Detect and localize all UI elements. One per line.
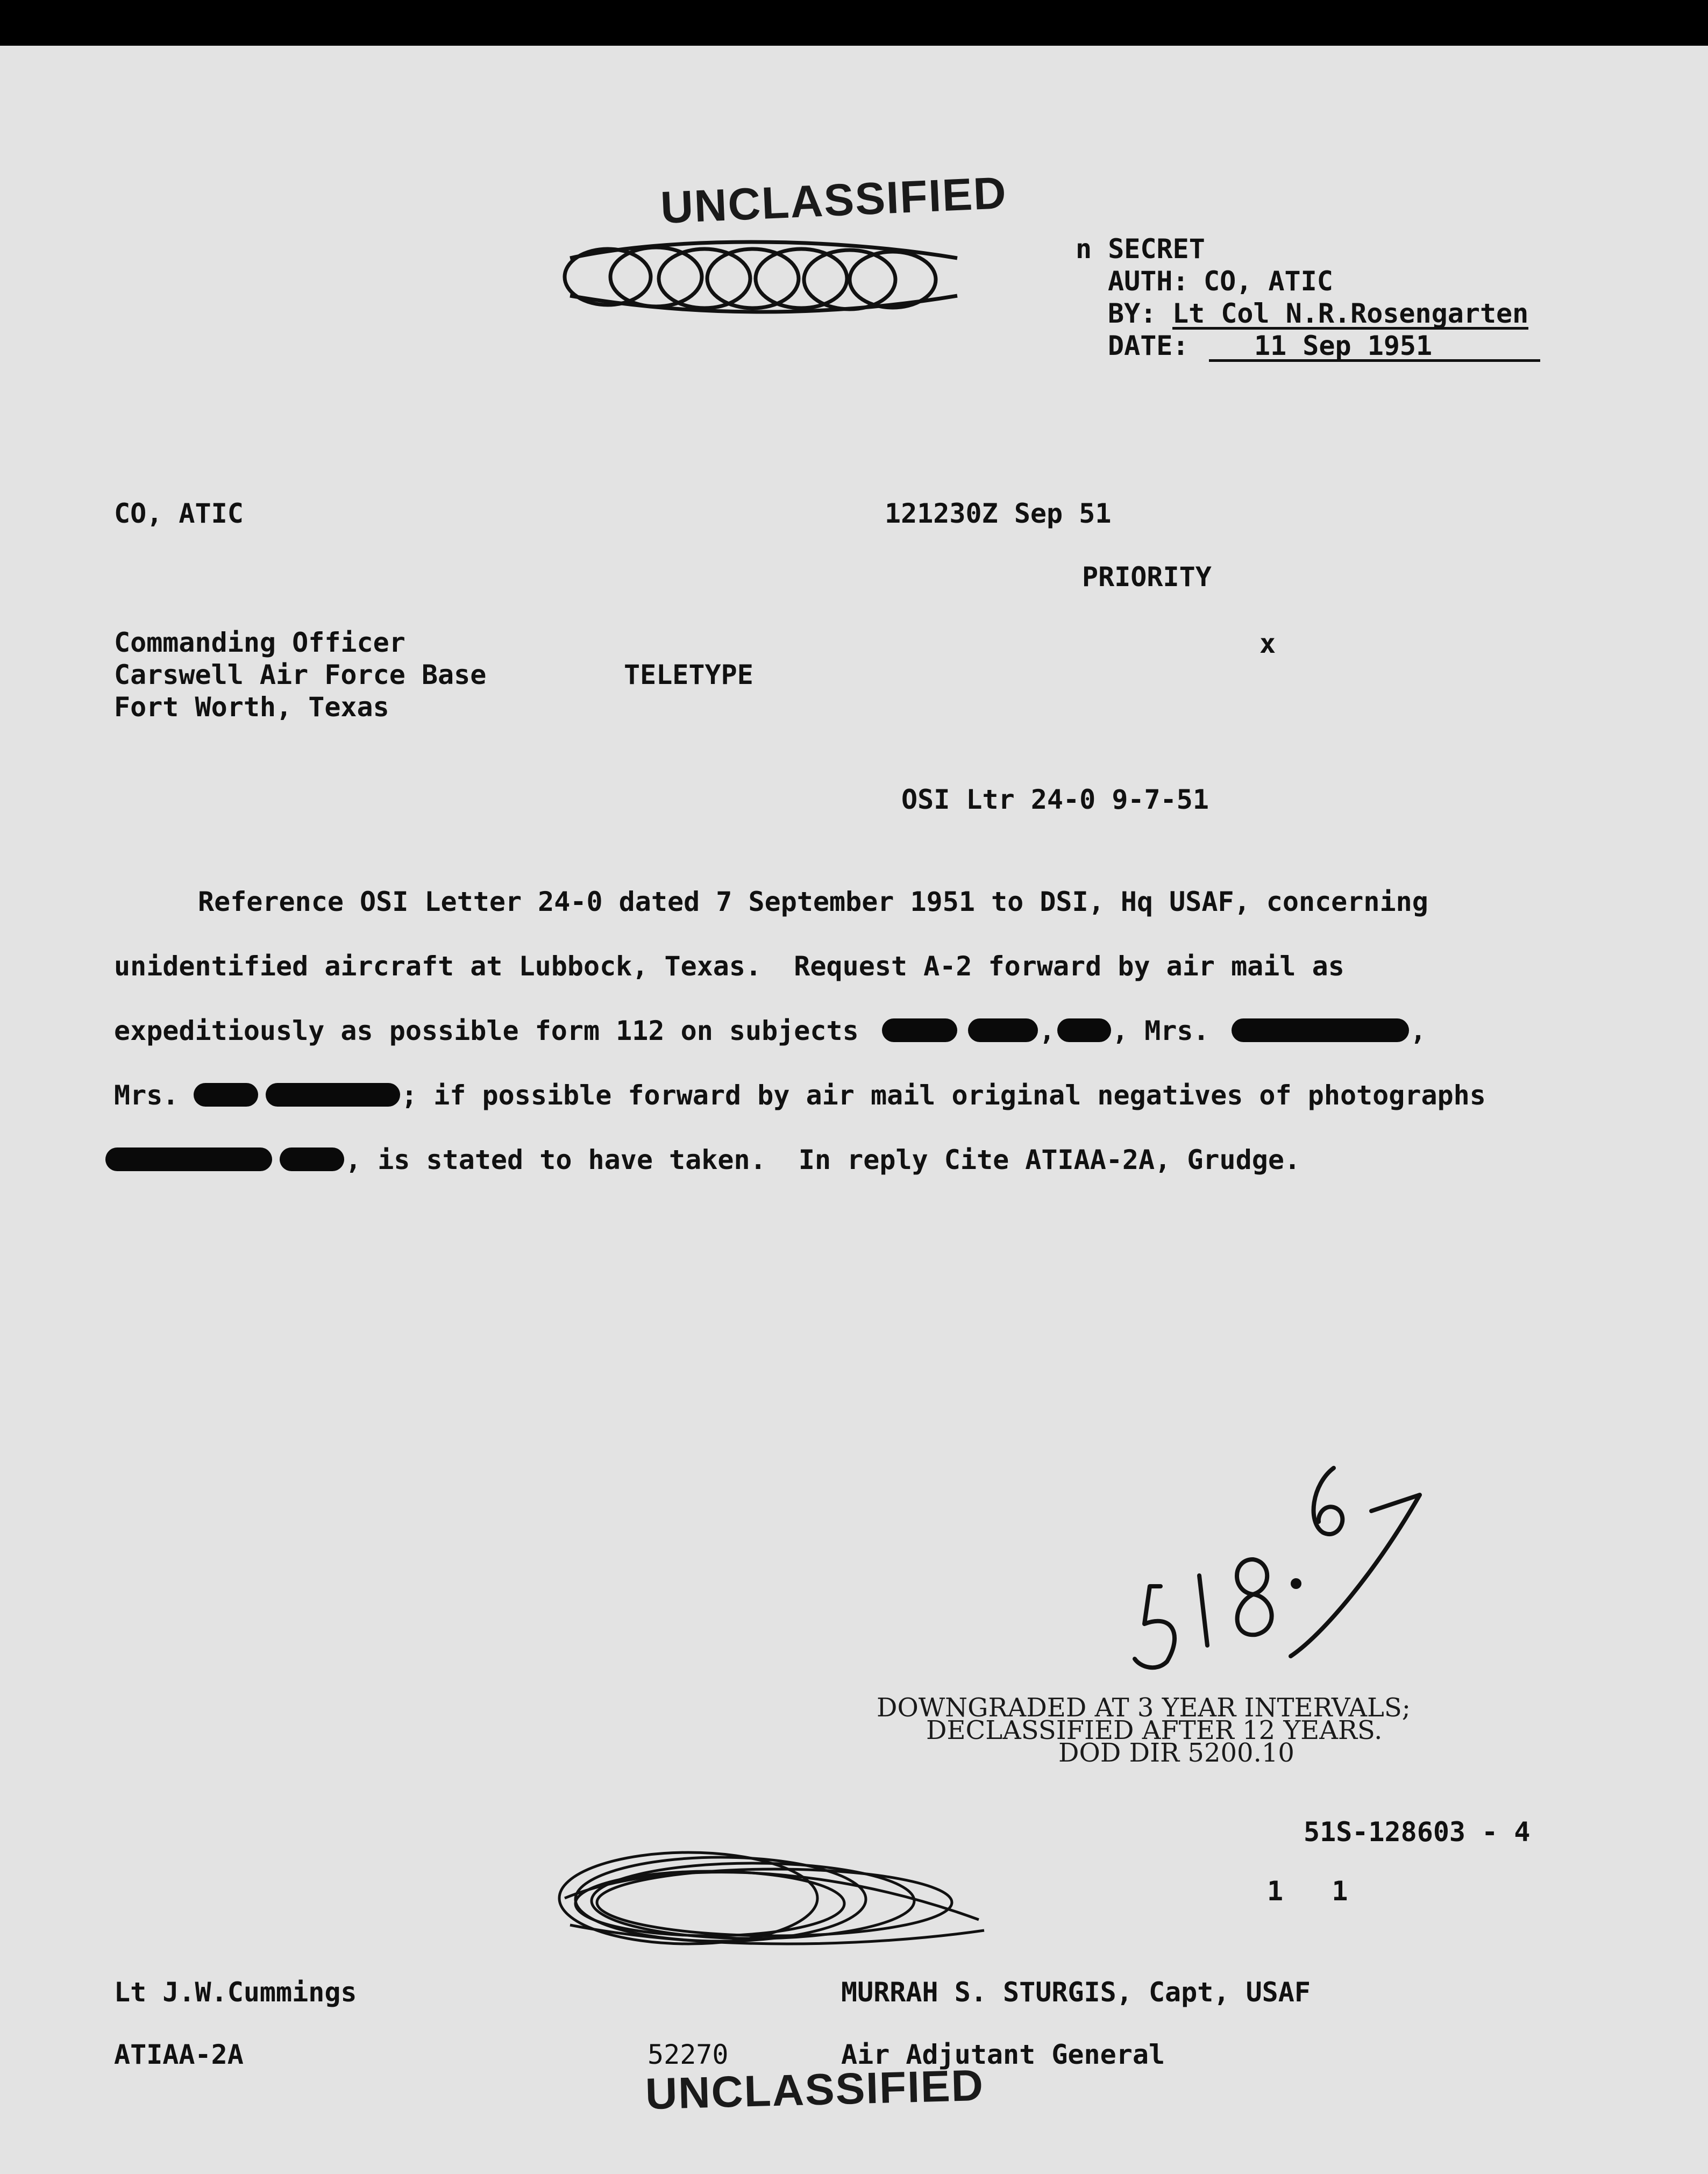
handwritten-file-number [1119,1452,1441,1678]
body-line-4-rest: ; if possible forward by air mail original negatives of photographs [401,1080,1486,1111]
downgrade-line-2: DECLASSIFIED AFTER 12 YEARS. [926,1715,1383,1745]
redaction-bar [1232,1018,1409,1042]
transmission-method: TELETYPE [624,659,753,690]
body-line-3-mrs: , Mrs. [1112,1015,1209,1046]
signer-title: Air Adjutant General [841,2039,1165,2070]
precedence: PRIORITY [1082,561,1212,593]
addressee-line-3: Fort Worth, Texas [114,692,389,723]
extension-number: 52270 [647,2039,729,2070]
body-line-5: , is stated to have taken. In reply Cite ATIAA-2A, Grudge. [345,1144,1301,1175]
header-scribble-mark [559,226,968,328]
footer-classification-stamp: UNCLASSIFIED [644,2061,985,2119]
footer-scribble-mark [549,1839,990,1963]
from-line: CO, ATIC [114,498,244,529]
addressee-line-2: Carswell Air Force Base [114,659,487,690]
header-classification-stamp: UNCLASSIFIED [659,167,1008,233]
redaction-bar [194,1083,258,1107]
body-line-4-mrs: Mrs. [114,1080,179,1111]
redaction-bar [105,1147,272,1171]
copy-marks: 1 1 [1267,1876,1348,1907]
by-label: BY: [1108,298,1157,329]
originator-name: Lt J.W.Cummings [114,1977,357,2008]
file-number: 51S-128603 - 4 [1304,1816,1531,1848]
date-value [1209,332,1540,362]
body-line-3-start: expeditiously as possible form 112 on subjects [114,1015,859,1046]
redaction-bar [968,1018,1038,1042]
date-time-group: 121230Z Sep 51 [885,498,1112,529]
body-line-2: unidentified aircraft at Lubbock, Texas. Request A-2 forward by air mail as [114,951,1344,982]
body-line-3-comma: , [1039,1015,1056,1046]
auth-value: CO, ATIC [1204,266,1333,297]
redaction-bar [1057,1018,1111,1042]
auth-label: AUTH: [1108,266,1189,297]
downgrade-line-3: DOD DIR 5200.10 [1058,1738,1294,1768]
reference-line: OSI Ltr 24-0 9-7-51 [901,784,1209,815]
by-value: Lt Col N.R.Rosengarten [1172,298,1529,329]
classification-status: n SECRET [1076,233,1205,265]
date-label: DATE: [1108,330,1189,361]
redaction-bar [266,1083,400,1107]
x-mark: x [1259,628,1276,659]
date-value-text: 11 Sep 1951 [1254,330,1433,361]
redaction-bar [280,1147,344,1171]
signer-name: MURRAH S. STURGIS, Capt, USAF [841,1977,1311,2008]
office-symbol: ATIAA-2A [114,2039,244,2070]
addressee-line-1: Commanding Officer [114,627,405,658]
body-line-1: Reference OSI Letter 24-0 dated 7 September 1951 to DSI, Hq USAF, concerning [198,886,1428,917]
downgrade-line-1: DOWNGRADED AT 3 YEAR INTERVALS; [877,1693,1411,1723]
redaction-bar [882,1018,957,1042]
body-line-3-end: , [1410,1015,1427,1046]
